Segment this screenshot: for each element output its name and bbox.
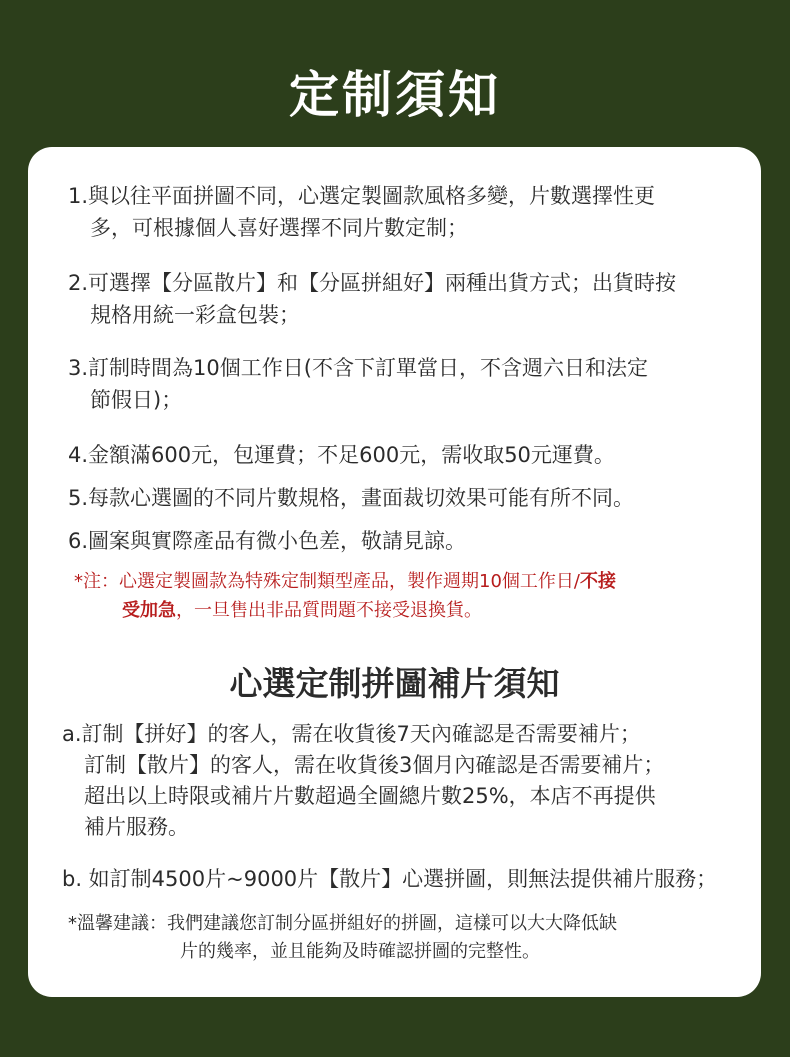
- warm-tip-line-1: *溫馨建議：我們建議您訂制分區拼組好的拼圖，這樣可以大大降低缺: [68, 913, 617, 934]
- notice-item-5: 5.每款心選圖的不同片數規格，畫面裁切效果可能有所不同。: [68, 486, 635, 510]
- return-policy-text: ，一旦售出非品質問題不接受退換貨。: [176, 600, 482, 621]
- notice-item-2-line-1: 2.可選擇【分區散片】和【分區拼組好】兩種出貨方式；出貨時按: [68, 271, 677, 295]
- notice-item-4: 4.金額滿600元，包運費；不足600元，需收取50元運費。: [68, 443, 615, 467]
- notice-item-1-line-2: 多，可根據個人喜好選擇不同片數定制；: [90, 216, 468, 240]
- notice-item-3-line-2: 節假日)；: [90, 388, 183, 412]
- special-order-note: [74, 567, 616, 625]
- notice-item-1: [68, 180, 655, 244]
- page-title: 定制須知: [289, 66, 501, 124]
- refill-section-title: 心選定制拼圖補片須知: [229, 664, 560, 703]
- notice-item-1-line-1: 1.與以往平面拼圖不同，心選定製圖款風格多變，片數選擇性更: [68, 184, 656, 208]
- notice-item-3: [68, 352, 648, 416]
- refill-item-a-line-4: 補片服務。: [84, 815, 189, 839]
- special-order-note-line-1: [74, 571, 616, 592]
- rush-emphasis: 受加急: [122, 600, 176, 621]
- special-order-note-text: *注：心選定製圖款為特殊定制類型產品，製作週期10個工作日/: [74, 571, 580, 592]
- notice-card: [28, 147, 761, 997]
- no-rush-emphasis: 不接: [579, 571, 616, 592]
- notice-item-2-line-2: 規格用統一彩盒包裝；: [90, 303, 300, 327]
- notice-item-6: 6.圖案與實際產品有微小色差，敬請見諒。: [68, 529, 467, 553]
- refill-item-a-line-2: 訂制【散片】的客人，需在收貨後3個月內確認是否需要補片；: [84, 753, 665, 777]
- refill-item-a: [62, 719, 664, 843]
- warm-tip: [68, 910, 617, 966]
- refill-item-a-line-1: a.訂制【拼好】的客人，需在收貨後7天內確認是否需要補片；: [62, 722, 641, 746]
- refill-item-a-line-3: 超出以上時限或補片片數超過全圖總片數25%，本店不再提供: [84, 784, 656, 808]
- refill-item-b: b. 如訂制4500片~9000片【散片】心選拼圖，則無法提供補片服務；: [62, 867, 718, 891]
- notice-item-3-line-1: 3.訂制時間為10個工作日(不含下訂單當日，不含週六日和法定: [68, 356, 648, 380]
- special-order-note-line-2: [74, 596, 616, 625]
- notice-item-2: [68, 267, 676, 331]
- warm-tip-line-2: 片的幾率，並且能夠及時確認拼圖的完整性。: [180, 941, 540, 962]
